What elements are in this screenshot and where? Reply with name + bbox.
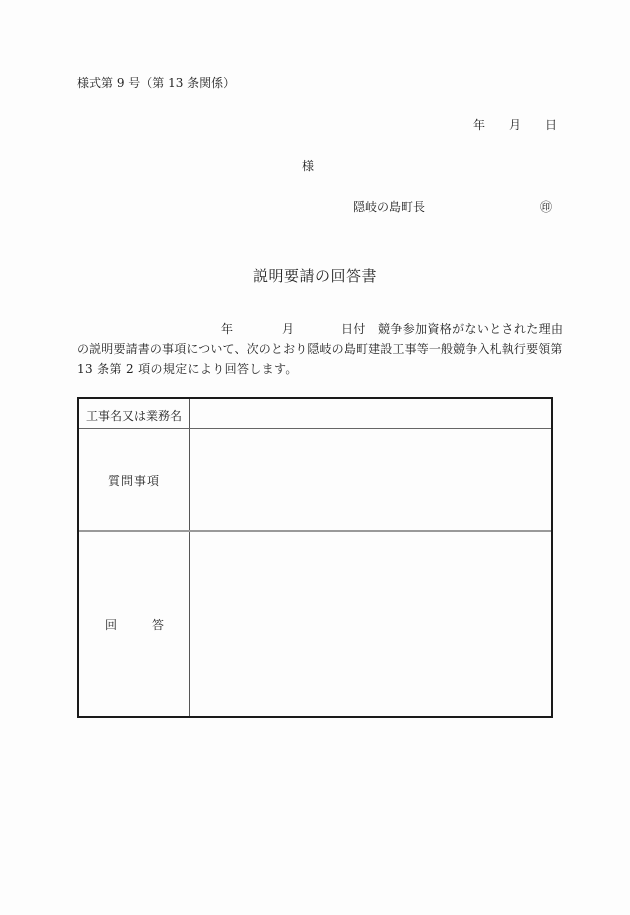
answer-label-part2: 答: [152, 618, 165, 632]
date-month: 月: [509, 118, 522, 132]
seal-mark: ㊞: [540, 200, 553, 214]
body-line-3: 13 条第 2 項の規定により回答します。: [77, 362, 298, 376]
answer-table: [77, 397, 553, 718]
project-name-field[interactable]: [190, 399, 551, 428]
body-year: 年: [221, 322, 234, 336]
body-month: 月: [282, 322, 295, 336]
answer-label-part1: 回: [105, 618, 118, 632]
body-line-2: の説明要請書の事項について、次のとおり隠岐の島町建設工事等一般競争入札執行要領第: [77, 342, 563, 356]
body-line-1: 日付 競争参加資格がないとされた理由: [341, 322, 564, 336]
document-title: 説明要請の回答書: [252, 267, 377, 285]
form-number: 様式第 9 号（第 13 条関係）: [77, 76, 236, 90]
question-label: 質問事項: [107, 474, 160, 488]
addressee-suffix: 様: [302, 159, 315, 173]
issuer-name: 隠岐の島町長: [353, 200, 426, 214]
project-name-label: 工事名又は業務名: [85, 409, 182, 423]
question-field[interactable]: [190, 429, 551, 530]
date-day: 日: [545, 118, 558, 132]
answer-field[interactable]: [190, 532, 551, 716]
date-year: 年: [473, 118, 486, 132]
